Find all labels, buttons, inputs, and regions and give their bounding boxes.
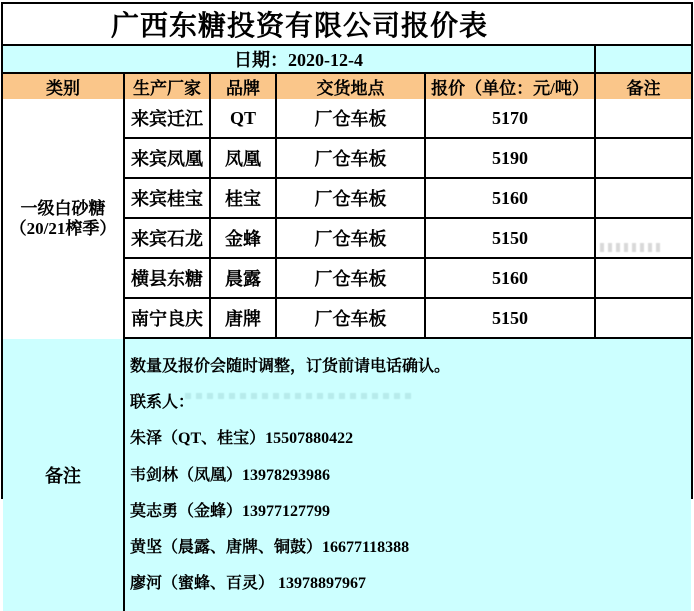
header-remark: 备注 xyxy=(626,79,661,98)
date-empty-cell xyxy=(596,46,691,72)
factory-cell: 来宾桂宝 xyxy=(125,179,211,217)
table-row xyxy=(125,299,691,339)
category-line2: （20/21榨季） xyxy=(9,219,117,238)
brand-cell: 金蜂 xyxy=(211,219,277,257)
date-cell: 日期：2020-12-4 xyxy=(3,46,596,72)
factory-cell: 来宾石龙 xyxy=(125,219,211,257)
delivery-cell: 厂仓车板 xyxy=(277,99,426,137)
delivery-cell: 厂仓车板 xyxy=(277,179,426,217)
remark-cell xyxy=(596,99,691,137)
price-cell: 5150 xyxy=(426,299,596,337)
table-body xyxy=(3,99,691,339)
quotation-table xyxy=(1,2,693,593)
table-row xyxy=(125,99,691,139)
table-row xyxy=(125,139,691,179)
page-title: 广西东糖投资有限公司报价表 xyxy=(110,11,488,42)
remark-line: 数量及报价会随时调整，订货前请电话确认。 xyxy=(130,358,451,376)
remarks-label: 备注 xyxy=(3,339,125,611)
factory-cell: 来宾凤凰 xyxy=(125,139,211,177)
header-delivery: 交货地点 xyxy=(277,74,426,99)
remarks-section xyxy=(3,339,691,611)
delivery-cell: 厂仓车板 xyxy=(277,299,426,337)
brand-cell: 晨露 xyxy=(211,259,277,297)
remark-cell xyxy=(596,259,691,297)
price-cell: 5150 xyxy=(426,219,596,257)
brand-cell: 唐牌 xyxy=(211,299,277,337)
remark-line: 黄坚（晨露、唐牌、铜鼓）16677118388 xyxy=(130,539,410,557)
category-line1: 一级白砂糖 xyxy=(20,199,106,218)
remark-line: 韦剑林（凤凰）13978293986 xyxy=(130,466,331,484)
remark-line: 朱泽（QT、桂宝）15507880422 xyxy=(130,430,354,448)
brand-cell: 桂宝 xyxy=(211,179,277,217)
date-row xyxy=(3,46,691,72)
title-spacer xyxy=(596,4,691,44)
price-cell: 5160 xyxy=(426,259,596,297)
table-row xyxy=(125,179,691,219)
table-row xyxy=(125,259,691,299)
category-cell xyxy=(3,99,125,339)
remark-cell xyxy=(596,219,691,257)
delivery-cell: 厂仓车板 xyxy=(277,139,426,177)
header-brand: 品牌 xyxy=(211,74,277,99)
brand-cell: QT xyxy=(211,99,277,137)
data-rows xyxy=(125,99,691,339)
title-row xyxy=(3,4,691,46)
price-cell: 5160 xyxy=(426,179,596,217)
remark-line: 莫志勇（金蜂）13977127799 xyxy=(130,502,331,520)
remark-cell xyxy=(596,299,691,337)
price-cell: 5190 xyxy=(426,139,596,177)
factory-cell: 横县东糖 xyxy=(125,259,211,297)
delivery-cell: 厂仓车板 xyxy=(277,219,426,257)
table-row xyxy=(125,219,691,259)
remark-cell xyxy=(596,179,691,217)
header-factory: 生产厂家 xyxy=(125,74,211,99)
header-category: 类别 xyxy=(3,74,125,99)
brand-cell: 凤凰 xyxy=(211,139,277,177)
header-price: 报价（单位：元/吨） xyxy=(426,74,596,99)
remarks-content xyxy=(125,339,691,611)
column-header-row xyxy=(3,72,691,99)
factory-cell: 来宾迁江 xyxy=(125,99,211,137)
delivery-cell: 厂仓车板 xyxy=(277,259,426,297)
remark-cell xyxy=(596,139,691,177)
remark-line: 廖河（蜜蜂、百灵） 13978897967 xyxy=(130,575,367,593)
factory-cell: 南宁良庆 xyxy=(125,299,211,337)
remark-line: 联系人： xyxy=(130,394,195,412)
price-cell: 5170 xyxy=(426,99,596,137)
